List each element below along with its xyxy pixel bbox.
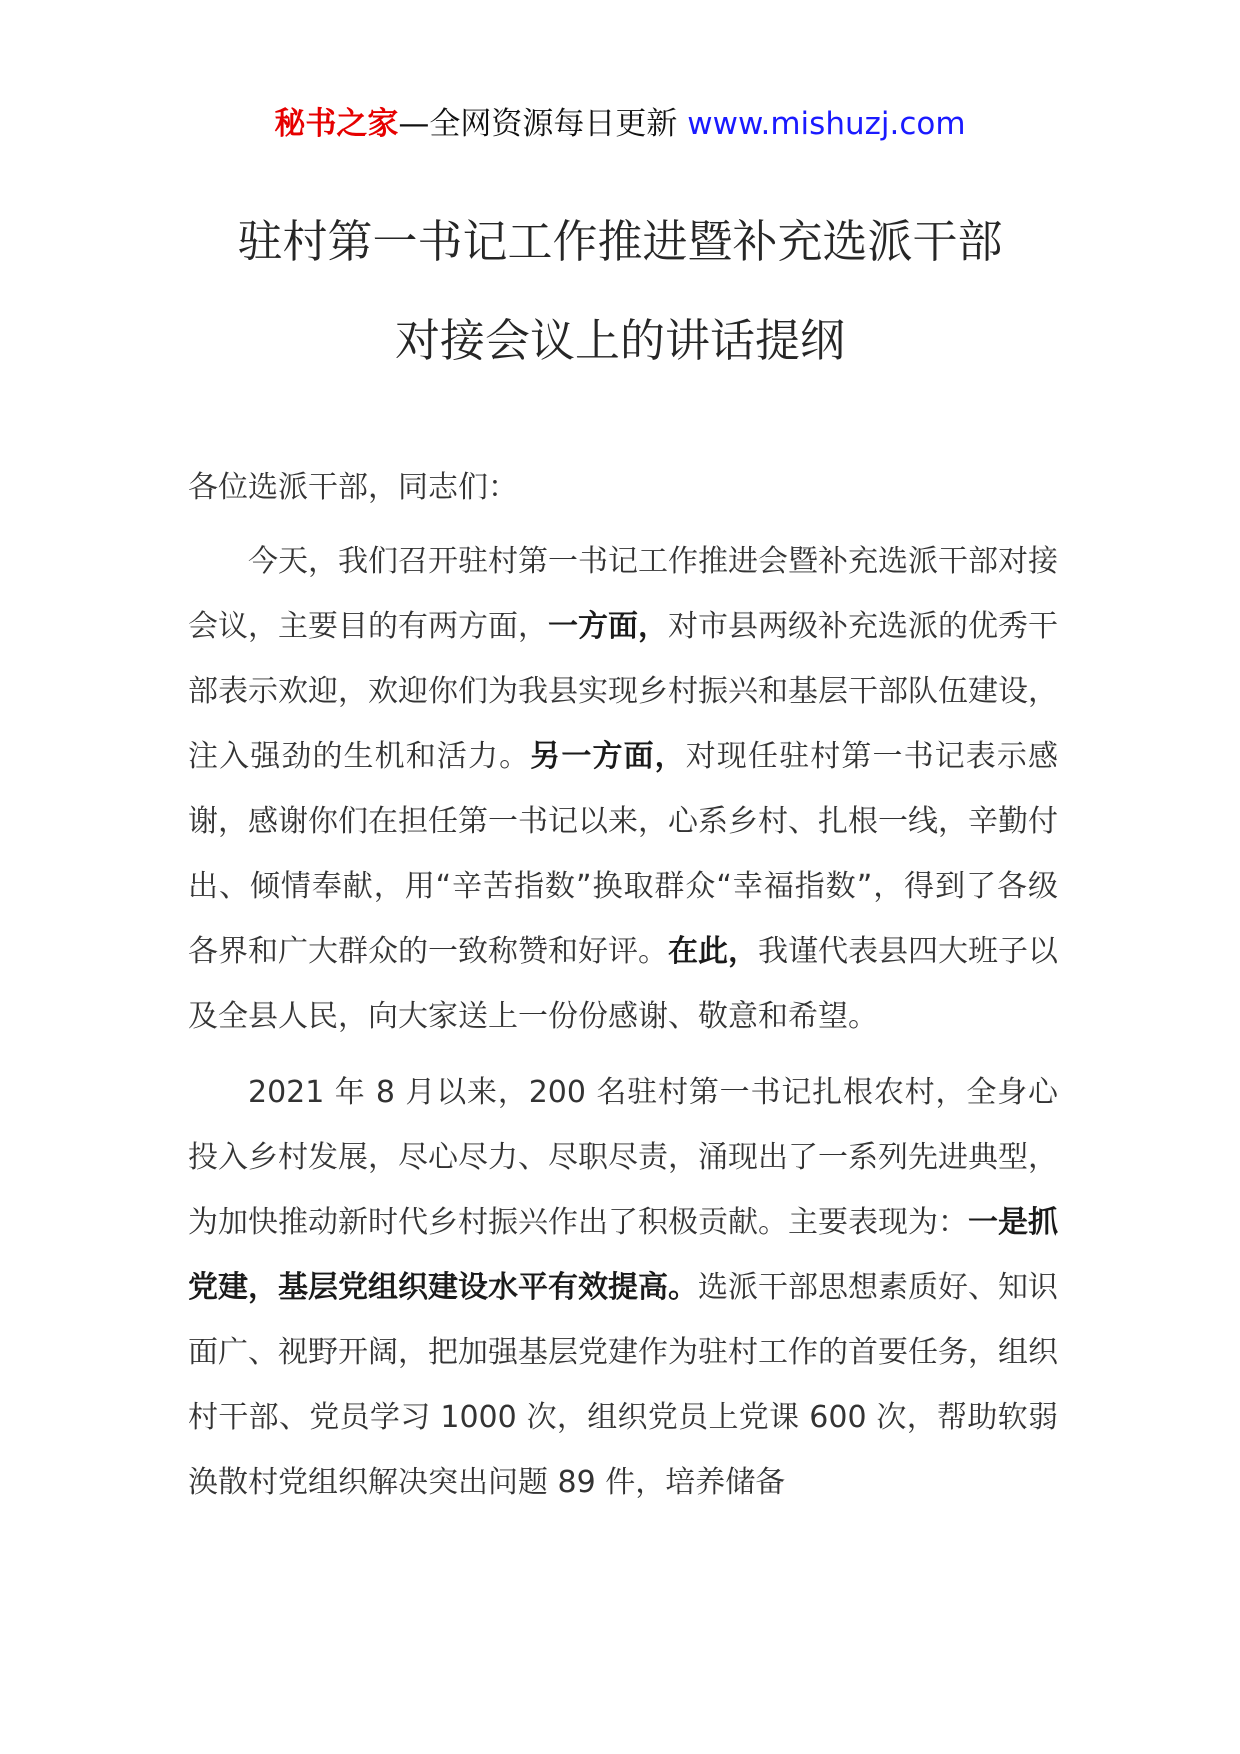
paragraph-1-text-4: 我谨代表县四大班子以及全县人民，向大家送上一份份感谢、敬意和希望。: [188, 934, 1058, 1034]
paragraph-1-text-3: 对现任驻村第一书记表示感谢，感谢你们在担任第一书记以来，心系乡村、扎根一线，辛勤付出、倾情奉献，用“辛苦指数”换取群众“幸福指数”，得到了各级各界和广大群众的一致称赞和好评。: [188, 739, 1059, 969]
paragraph-1-bold-2: 另一方面，: [530, 739, 686, 774]
paragraph-2: [188, 1060, 1058, 1515]
document-body: [188, 455, 1058, 1515]
salutation: 各位选派干部，同志们：: [188, 470, 518, 505]
paragraph-1: [188, 529, 1058, 1049]
paragraph-1-text-2: 对市县两级补充选派的优秀干部表示欢迎，欢迎你们为我县实现乡村振兴和基层干部队伍建设，注入强劲的生机和活力。: [188, 609, 1058, 774]
paragraph-2-text-2: 选派干部思想素质好、知识面广、视野开阔，把加强基层党建作为驻村工作的首要任务，组织村干部、党员学习 1000 次，组织党员上党课 600 次，帮助软弱涣散村党组织解决突出问题 89 件，培养储备: [188, 1270, 1058, 1500]
paragraph-1-text-1: 今天，我们召开驻村第一书记工作推进会暨补充选派干部对接会议，主要目的有两方面，: [188, 544, 1058, 644]
paragraph-1-bold-1: 一方面，: [548, 609, 668, 644]
paragraph-1-bold-3: 在此，: [668, 934, 758, 969]
document-title: [0, 192, 1240, 390]
site-tagline: —全网资源每日更新: [398, 106, 688, 142]
site-url-link[interactable]: www.mishuzj.com: [687, 106, 966, 142]
title-line-1: 驻村第一书记工作推进暨补充选派干部: [237, 215, 1003, 268]
title-line-2: 对接会议上的讲话提纲: [394, 314, 845, 367]
site-brand: 秘书之家: [274, 106, 399, 142]
paragraph-2-text-1: 2021 年 8 月以来，200 名驻村第一书记扎根农村，全身心投入乡村发展，尽心尽力、尽职尽责，涌现出了一系列先进典型，为加快推动新时代乡村振兴作出了积极贡献。主要表现为：: [188, 1075, 1058, 1240]
paragraph-2-bold-1: 一是抓党建，基层党组织建设水平有效提高。: [188, 1205, 1058, 1305]
site-header: [0, 102, 1240, 146]
